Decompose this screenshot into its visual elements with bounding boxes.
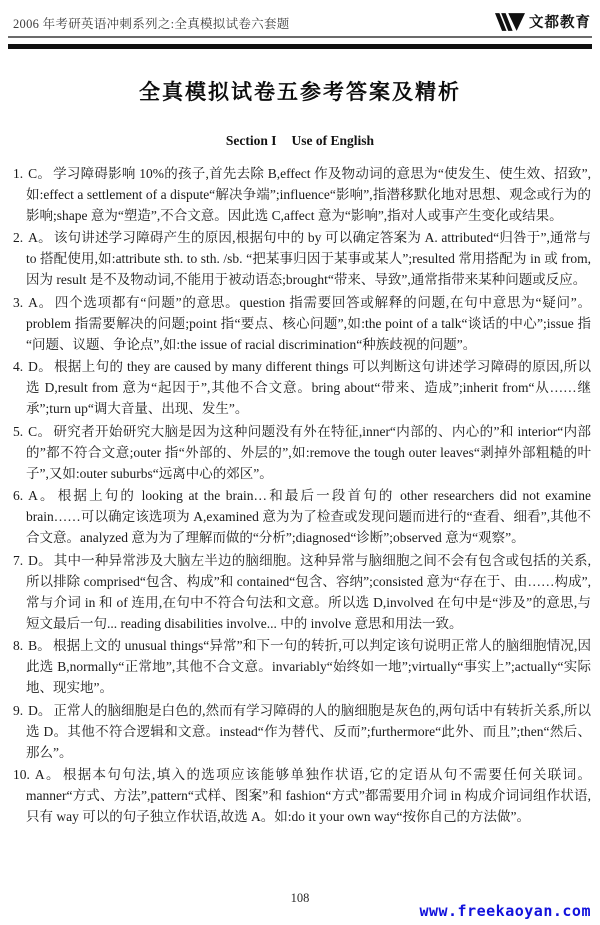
answer-letter: D。 [28, 359, 53, 374]
page-number: 108 [290, 891, 310, 905]
answer-number: 1. [13, 165, 24, 181]
publisher-logo-text: 文都教育 [529, 15, 591, 31]
answer-number: 3. [13, 294, 24, 310]
watermark-url-link[interactable]: www.freekaoyan.com [419, 902, 591, 920]
header-rule-thick [8, 44, 592, 49]
answer-letter: A。 [28, 294, 53, 310]
answer-number: 9. [13, 702, 24, 718]
answer-number: 4. [13, 359, 24, 374]
answer-explanation: 该句讲述学习障碍产生的原因,根据句中的 by 可以确定答案为 A. attributed“归咎于”,通常与 to 搭配使用,如:attribute sth. to sth. /sb. “把某事归因于某事或某人”;resulted 常用搭配为 in 或 from,因为 result 是不及物动词,不能用于被动语态;brought“带来、导致”,通常指带来某种问题或反应。 [26, 230, 591, 287]
answer-number: 6. [13, 488, 24, 503]
answer-letter: D。 [28, 552, 52, 568]
answer-letter: D。 [28, 702, 52, 718]
header-rule-thin [8, 36, 592, 38]
answer-letter: A。 [28, 488, 56, 503]
answer-explanation: 学习障碍影响 10%的孩子,首先去除 B,effect 作及物动词的意思为“使发生、使生效、招致”,如:effect a settlement of a dispute“解决争端”;influence“影响”,指潜移默化地对思想、观念或行为的影响;shape 意为“塑造”,不合文意。因此选 C,affect 意为“影响”,指对人或事产生变化或结果。 [26, 165, 591, 223]
answer-explanation: 四个选项都有“问题”的意思。question 指需要回答或解释的问题,在句中意思为“疑问”。problem 指需要解决的问题;point 指“要点、核心问题”,如:the point of a talk“谈话的中心”;issue 指“问题、议题、争论点”,如:the issue of racial discrimination“种族歧视的问题”。 [26, 294, 591, 352]
answer-letter: B。 [28, 638, 51, 653]
answers-list [13, 163, 591, 828]
answer-number: 5. [13, 423, 24, 439]
section-name: Use of English [291, 132, 375, 148]
answer-number: 8. [13, 638, 24, 653]
answer-number: 10. [13, 767, 30, 782]
answer-item [13, 421, 591, 484]
answer-item [13, 550, 591, 634]
answer-item [13, 764, 591, 827]
series-title: 2006 年考研英语冲刺系列之:全真模拟试卷六套题 [13, 17, 290, 31]
answer-letter: A。 [34, 767, 61, 782]
answer-item [13, 292, 591, 355]
answer-explanation: 其中一种异常涉及大脑左半边的脑细胞。这种异常与脑细胞之间不会有包含或包括的关系,所以排除 comprised“包含、构成”和 contained“包含、容纳”;consisted 意为“存在于、由……构成”,常与介词 in 和 of 连用,在句中不符合句法和文意。所以选 D,involved 在句中是“涉及”的意思,与短文最后一句... reading disabilities involve... 中的 involve 意思和用法一致。 [26, 552, 592, 631]
section-label: Section I [225, 132, 277, 148]
answer-number: 7. [13, 552, 24, 568]
answer-item [13, 485, 591, 548]
answer-explanation: 根据上文的 unusual things“异常”和下一句的转折,可以判定该句说明正常人的脑细胞情况,因此选 B,normally“正常地”,其他不合文意。invariably“始终如一地”;virtually“事实上”;actually“实际地、现实地”。 [26, 638, 591, 695]
publisher-logo [495, 11, 591, 32]
answer-item [13, 356, 591, 419]
section-heading [0, 133, 600, 149]
page-title: 全真模拟试卷五参考答案及精析 [139, 80, 461, 104]
answer-explanation: 研究者开始研究大脑是因为这种问题没有外在特征,inner“内部的、内心的”和 interior“内部的”都不符合文意;outer 指“外部的、外层的”,如:remove the tough outer leaves“剥掉外部粗糙的叶子”,又如:outer suburbs“远离中心的郊区”。 [26, 423, 591, 481]
answer-explanation: 根据上句的 looking at the brain…和最后一段首句的 other researchers did not examine brain……可以确定该选项为 A,examined 意为为了检查或发现问题而进行的“查看、细看”,其他不合文意。analyzed 意为为了理解而做的“分析”;diagnosed“诊断”;observed 意为“观察”。 [26, 488, 592, 545]
running-head [0, 0, 600, 32]
answer-letter: C。 [28, 423, 52, 439]
answer-item [13, 635, 591, 698]
answer-number: 2. [13, 230, 24, 245]
answer-explanation: 根据上句的 they are caused by many different things 可以判断这句讲述学习障碍的原因,所以选 D,result from 意为“起因于”,其他不合文意。bring about“带来、造成”;inherit from“从……继承”;turn up“调大音量、出现、发生”。 [26, 359, 592, 416]
answer-item [13, 163, 591, 226]
wendu-w-icon [495, 13, 525, 31]
answer-letter: C。 [28, 165, 52, 181]
answer-item [13, 227, 591, 290]
answer-explanation: 根据本句句法,填入的选项应该能够单独作状语,它的定语从句不需要任何关联词。manner“方式、方法”,pattern“式样、图案”和 fashion“方式”都需要用介词 in 构成介词词组作状语,只有 way 可以的句子独立作状语,故选 A。如:do it your own way“按你自己的方法做”。 [26, 767, 592, 824]
answer-item [13, 700, 591, 763]
answer-letter: A。 [28, 230, 52, 245]
answer-explanation: 正常人的脑细胞是白色的,然而有学习障碍的人的脑细胞是灰色的,两句话中有转折关系,所以选 D。其他不符合逻辑和文意。instead“作为替代、反而”;furthermore“此外、而且”;then“然后、那么”。 [26, 702, 591, 760]
